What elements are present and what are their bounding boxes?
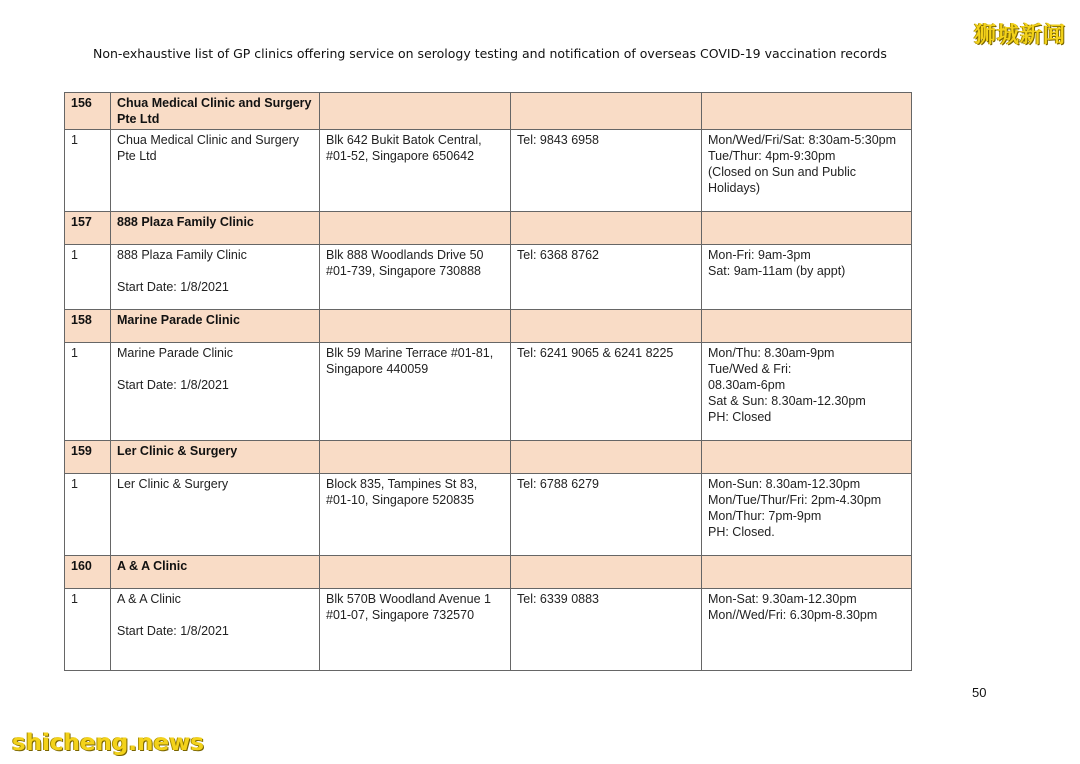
- clinic-number: 158: [65, 310, 111, 343]
- entry-index: 1: [65, 589, 111, 671]
- hours-line: (Closed on Sun and Public Holidays): [708, 165, 857, 195]
- clinic-address: Blk 642 Bukit Batok Central, #01-52, Singapore 650642: [320, 130, 511, 212]
- hours-line: Mon-Sat: 9.30am-12.30pm: [708, 592, 857, 606]
- clinic-hours: [702, 343, 912, 441]
- watermark-top-right: 狮城新闻: [973, 23, 1066, 48]
- clinic-entry-row: [65, 589, 912, 671]
- clinic-address: Blk 59 Marine Terrace #01-81, Singapore 440059: [320, 343, 511, 441]
- hours-line: 08.30am-6pm: [708, 378, 786, 392]
- clinic-hours: [702, 474, 912, 556]
- watermark-bottom-left: shicheng.news: [12, 730, 205, 756]
- entry-index: 1: [65, 474, 111, 556]
- clinic-tel: Tel: 6241 9065 & 6241 8225: [511, 343, 702, 441]
- clinic-name: Chua Medical Clinic and Surgery Pte Ltd: [117, 133, 300, 163]
- clinic-number: 159: [65, 441, 111, 474]
- clinic-group-name: Ler Clinic & Surgery: [111, 441, 320, 474]
- clinic-start-date: Start Date: 1/8/2021: [117, 378, 229, 392]
- clinic-group-name: 888 Plaza Family Clinic: [111, 212, 320, 245]
- clinic-tel: Tel: 6368 8762: [511, 245, 702, 310]
- clinic-group-header: [65, 212, 912, 245]
- clinic-name: Marine Parade Clinic: [117, 346, 234, 360]
- hours-line: Mon/Thur: 7pm-9pm: [708, 509, 822, 523]
- clinic-name-cell: [111, 245, 320, 310]
- clinic-name-cell: [111, 589, 320, 671]
- clinic-entry-row: [65, 130, 912, 212]
- hours-line: Mon/Thu: 8.30am-9pm: [708, 346, 835, 360]
- clinic-start-date: Start Date: 1/8/2021: [117, 624, 229, 638]
- clinic-group-header: [65, 93, 912, 130]
- entry-index: 1: [65, 245, 111, 310]
- clinic-hours: [702, 245, 912, 310]
- clinic-name-cell: [111, 343, 320, 441]
- clinic-entry-row: [65, 245, 912, 310]
- hours-line: Sat: 9am-11am (by appt): [708, 264, 846, 278]
- entry-index: 1: [65, 343, 111, 441]
- entry-index: 1: [65, 130, 111, 212]
- hours-line: PH: Closed: [708, 410, 772, 424]
- clinic-start-date: Start Date: 1/8/2021: [117, 280, 229, 294]
- clinic-name-cell: [111, 474, 320, 556]
- clinic-hours: [702, 130, 912, 212]
- clinic-hours: [702, 589, 912, 671]
- clinic-group-header: [65, 441, 912, 474]
- clinic-table: [64, 92, 912, 671]
- clinic-name: A & A Clinic: [117, 592, 181, 606]
- clinic-group-name: Chua Medical Clinic and Surgery Pte Ltd: [111, 93, 320, 130]
- clinic-name-cell: [111, 130, 320, 212]
- hours-line: PH: Closed.: [708, 525, 775, 539]
- hours-line: Mon//Wed/Fri: 6.30pm-8.30pm: [708, 608, 878, 622]
- clinic-name: 888 Plaza Family Clinic: [117, 248, 247, 262]
- hours-line: Mon-Fri: 9am-3pm: [708, 248, 811, 262]
- hours-line: Mon/Wed/Fri/Sat: 8:30am-5:30pm: [708, 133, 897, 147]
- page-number: 50: [972, 685, 987, 700]
- clinic-group-name: A & A Clinic: [111, 556, 320, 589]
- hours-line: Tue/Wed & Fri:: [708, 362, 792, 376]
- clinic-entry-row: [65, 343, 912, 441]
- clinic-number: 156: [65, 93, 111, 130]
- clinic-address: Block 835, Tampines St 83, #01-10, Singapore 520835: [320, 474, 511, 556]
- clinic-address: Blk 888 Woodlands Drive 50 #01-739, Singapore 730888: [320, 245, 511, 310]
- clinic-tel: Tel: 6339 0883: [511, 589, 702, 671]
- clinic-group-header: [65, 556, 912, 589]
- clinic-group-name: Marine Parade Clinic: [111, 310, 320, 343]
- clinic-entry-row: [65, 474, 912, 556]
- clinic-number: 157: [65, 212, 111, 245]
- hours-line: Mon-Sun: 8.30am-12.30pm: [708, 477, 861, 491]
- clinic-group-header: [65, 310, 912, 343]
- document-title: Non-exhaustive list of GP clinics offering service on serology testing and notification of overseas COVID-19 vaccination records: [93, 46, 887, 61]
- clinic-address: Blk 570B Woodland Avenue 1 #01-07, Singapore 732570: [320, 589, 511, 671]
- hours-line: Mon/Tue/Thur/Fri: 2pm-4.30pm: [708, 493, 882, 507]
- hours-line: Sat & Sun: 8.30am-12.30pm: [708, 394, 866, 408]
- hours-line: Tue/Thur: 4pm-9:30pm: [708, 149, 836, 163]
- clinic-tel: Tel: 6788 6279: [511, 474, 702, 556]
- clinic-tel: Tel: 9843 6958: [511, 130, 702, 212]
- clinic-number: 160: [65, 556, 111, 589]
- clinic-name: Ler Clinic & Surgery: [117, 477, 229, 491]
